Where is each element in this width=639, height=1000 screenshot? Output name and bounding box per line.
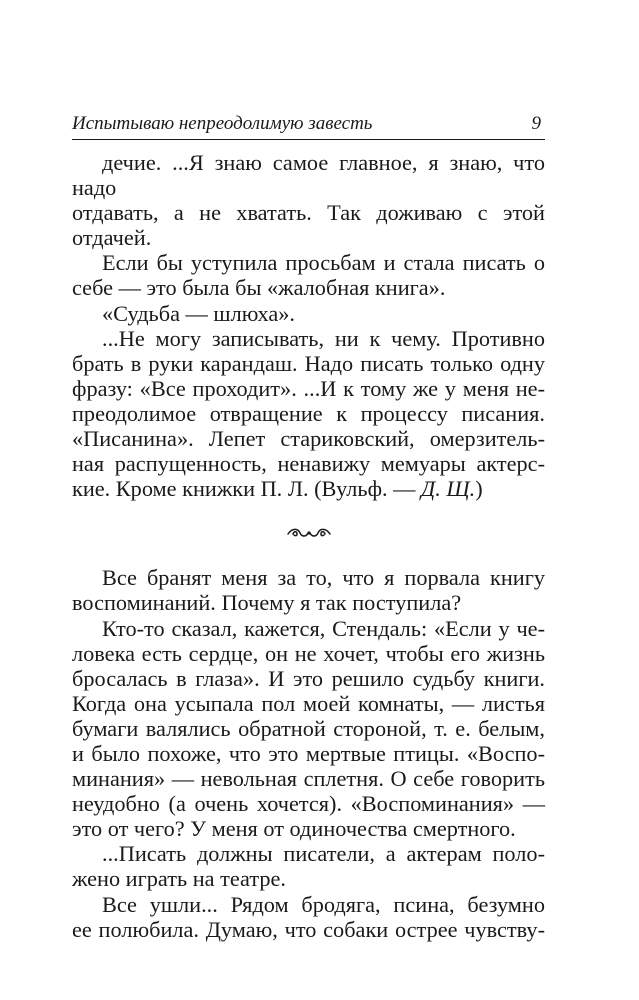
paragraph-line: воспоминаний. Почему я так поступила? — [72, 590, 462, 616]
paragraph-line: брать в руки карандаш. Надо писать только одну — [72, 350, 545, 376]
paragraph-line: кие. Кроме книжки П. Л. (Вульф. — Д. Щ.) — [72, 476, 483, 502]
running-header — [72, 111, 545, 140]
paragraph-line: жено играть на театре. — [72, 866, 286, 892]
paragraph-line: Когда она усыпала пол моей комнаты, — листья — [72, 690, 545, 716]
paragraph: Все бранят меня за то, что я порвала книгу — [102, 565, 545, 591]
paragraph-line: «Писанина». Лепет стариковский, омерзитель- — [72, 426, 545, 452]
page-number: 9 — [531, 113, 541, 134]
chapter-title: Испытываю непреодолимую завесть — [72, 113, 373, 134]
paragraph-line: отдавать, а не хватать. Так доживаю с этой отдачей. — [72, 200, 545, 251]
paragraph-line: фразу: «Все проходит». ...И к тому же у меня не- — [72, 375, 545, 401]
paragraph-line: себе — это была бы «жалобная книга». — [72, 275, 446, 301]
paragraph: ...Не могу записывать, ни к чему. Противно — [102, 325, 545, 351]
paragraph-line: ная распущенность, ненавижу мемуары актерс- — [72, 451, 545, 477]
paragraph-line: неудобно (а очень хочется). «Воспоминания» — — [72, 791, 545, 817]
paragraph-line: бросалась в глаза». И это решило судьбу книги. — [72, 665, 545, 691]
paragraph-line: ловека есть сердце, он не хочет, чтобы его жизнь — [72, 640, 545, 666]
body-text — [72, 150, 545, 942]
paragraph-line: бумаги валялись обратной стороной, т. е. белым, — [72, 715, 545, 741]
paragraph: «Судьба — шлюха». — [102, 300, 295, 326]
paragraph-line: ее полюбила. Думаю, что собаки острее чувству- — [72, 916, 545, 942]
paragraph-line: это от чего? У меня от одиночества смертного. — [72, 816, 516, 842]
editor-initials: Д. Щ. — [421, 476, 476, 502]
paragraph-line: минания» — невольная сплетня. О себе говорить — [72, 766, 545, 792]
fleuron-ornament-icon — [286, 525, 332, 541]
paragraph: Кто-то сказал, кажется, Стендаль: «Если у че- — [102, 615, 545, 641]
paragraph: ...Писать должны писатели, а актерам поло- — [102, 841, 545, 867]
section-divider — [72, 501, 545, 565]
paragraph-line: преодолимое отвращение к процессу писания. — [72, 400, 545, 426]
paragraph: дечие. ...Я знаю самое главное, я знаю, что надо — [72, 150, 545, 201]
paragraph: Все ушли... Рядом бродяга, псина, безумно — [102, 891, 545, 917]
paragraph-line: и было похоже, что это мертвые птицы. «Воспо- — [72, 740, 545, 766]
paragraph: Если бы уступила просьбам и стала писать о — [102, 250, 545, 276]
